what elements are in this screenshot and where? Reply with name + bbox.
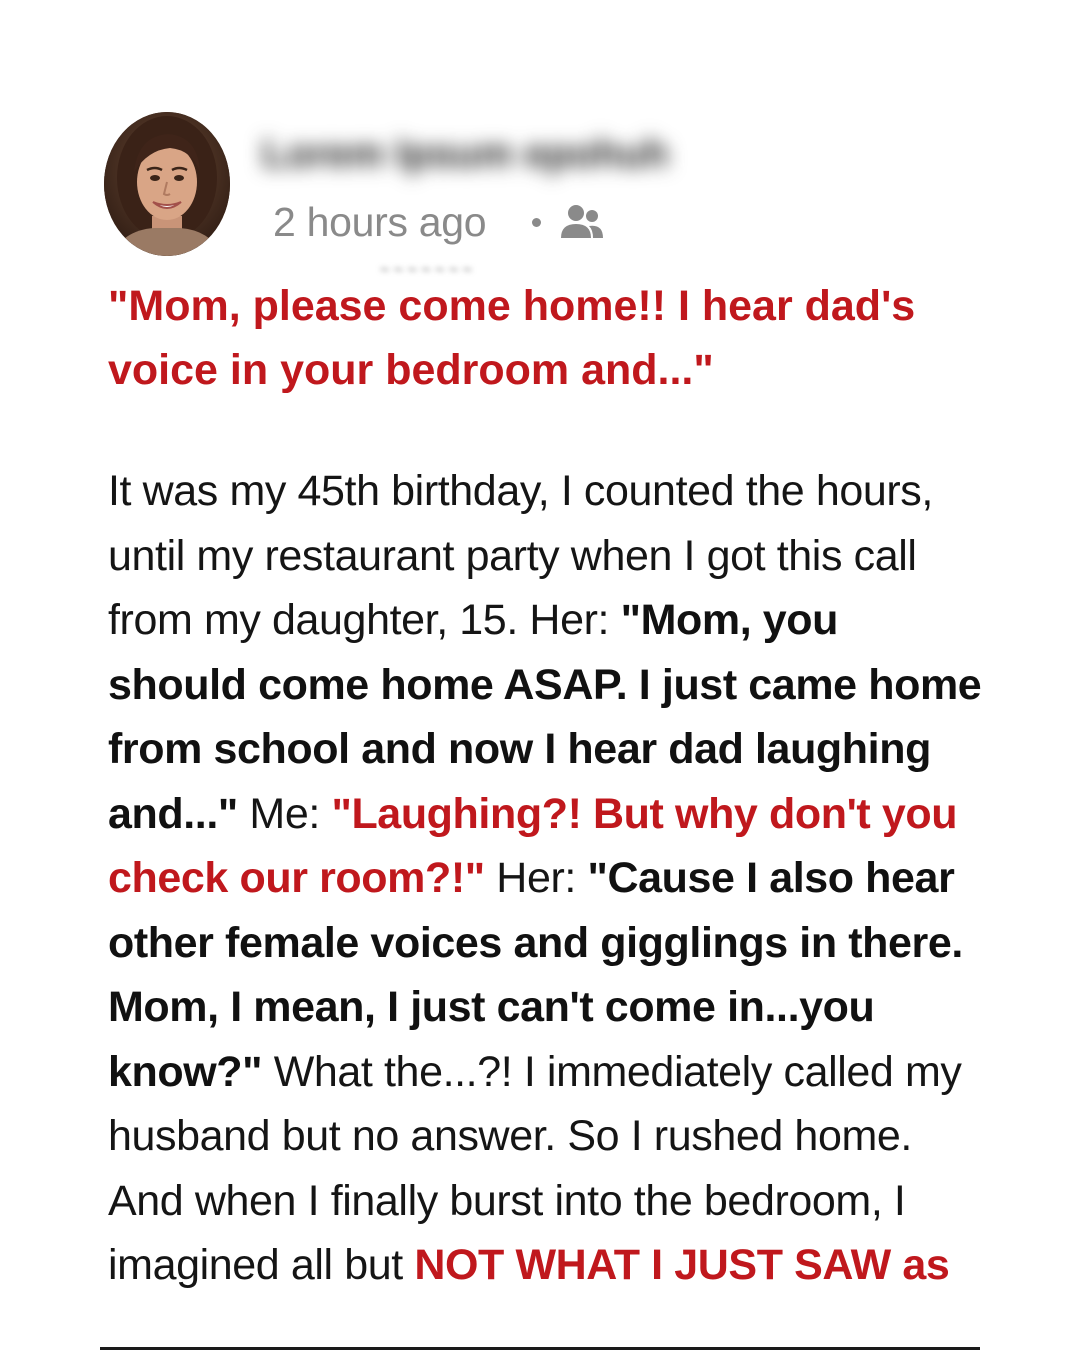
story-segment: Her: — [484, 854, 588, 902]
story-segment-red: "Laughing?! But why don't you check our room?!" — [108, 789, 958, 902]
story-segment: What the...?! I immediately called my husband but no answer. So I rushed home. And when I finally burst into the bedroom, I imagined all but — [108, 1047, 962, 1289]
author-name[interactable]: Lorem Ipsum epohuh — [262, 132, 669, 176]
friends-icon[interactable] — [559, 202, 605, 242]
story-segment-bold: "Cause I also hear other female voices and gigglings in there. Mom, I mean, I just can't come in...you know?" — [108, 854, 963, 1096]
story-segment: It was my 45th birthday, I counted the hours, until my restaurant party when I got this call from my daughter, 15. Her: — [108, 467, 933, 644]
story-segment-bold: "Mom, you should come home ASAP. I just came home from school and now I hear dad laughing and..." — [108, 596, 982, 838]
avatar-portrait — [104, 112, 230, 256]
story-segment: Me: — [237, 789, 332, 838]
separator-dot — [532, 218, 541, 227]
post-headline: "Mom, please come home!! I hear dad's voice in your bedroom and..." — [108, 282, 916, 394]
post-story — [108, 459, 988, 1298]
blurred-fragment: ~ ~ ~ ~ ~ ~ ~ — [380, 262, 473, 276]
author-avatar[interactable] — [104, 112, 230, 256]
post-meta — [273, 196, 605, 248]
post-timestamp[interactable]: 2 hours ago — [273, 198, 487, 245]
story-segment-red: NOT WHAT I JUST SAW as — [414, 1241, 950, 1289]
